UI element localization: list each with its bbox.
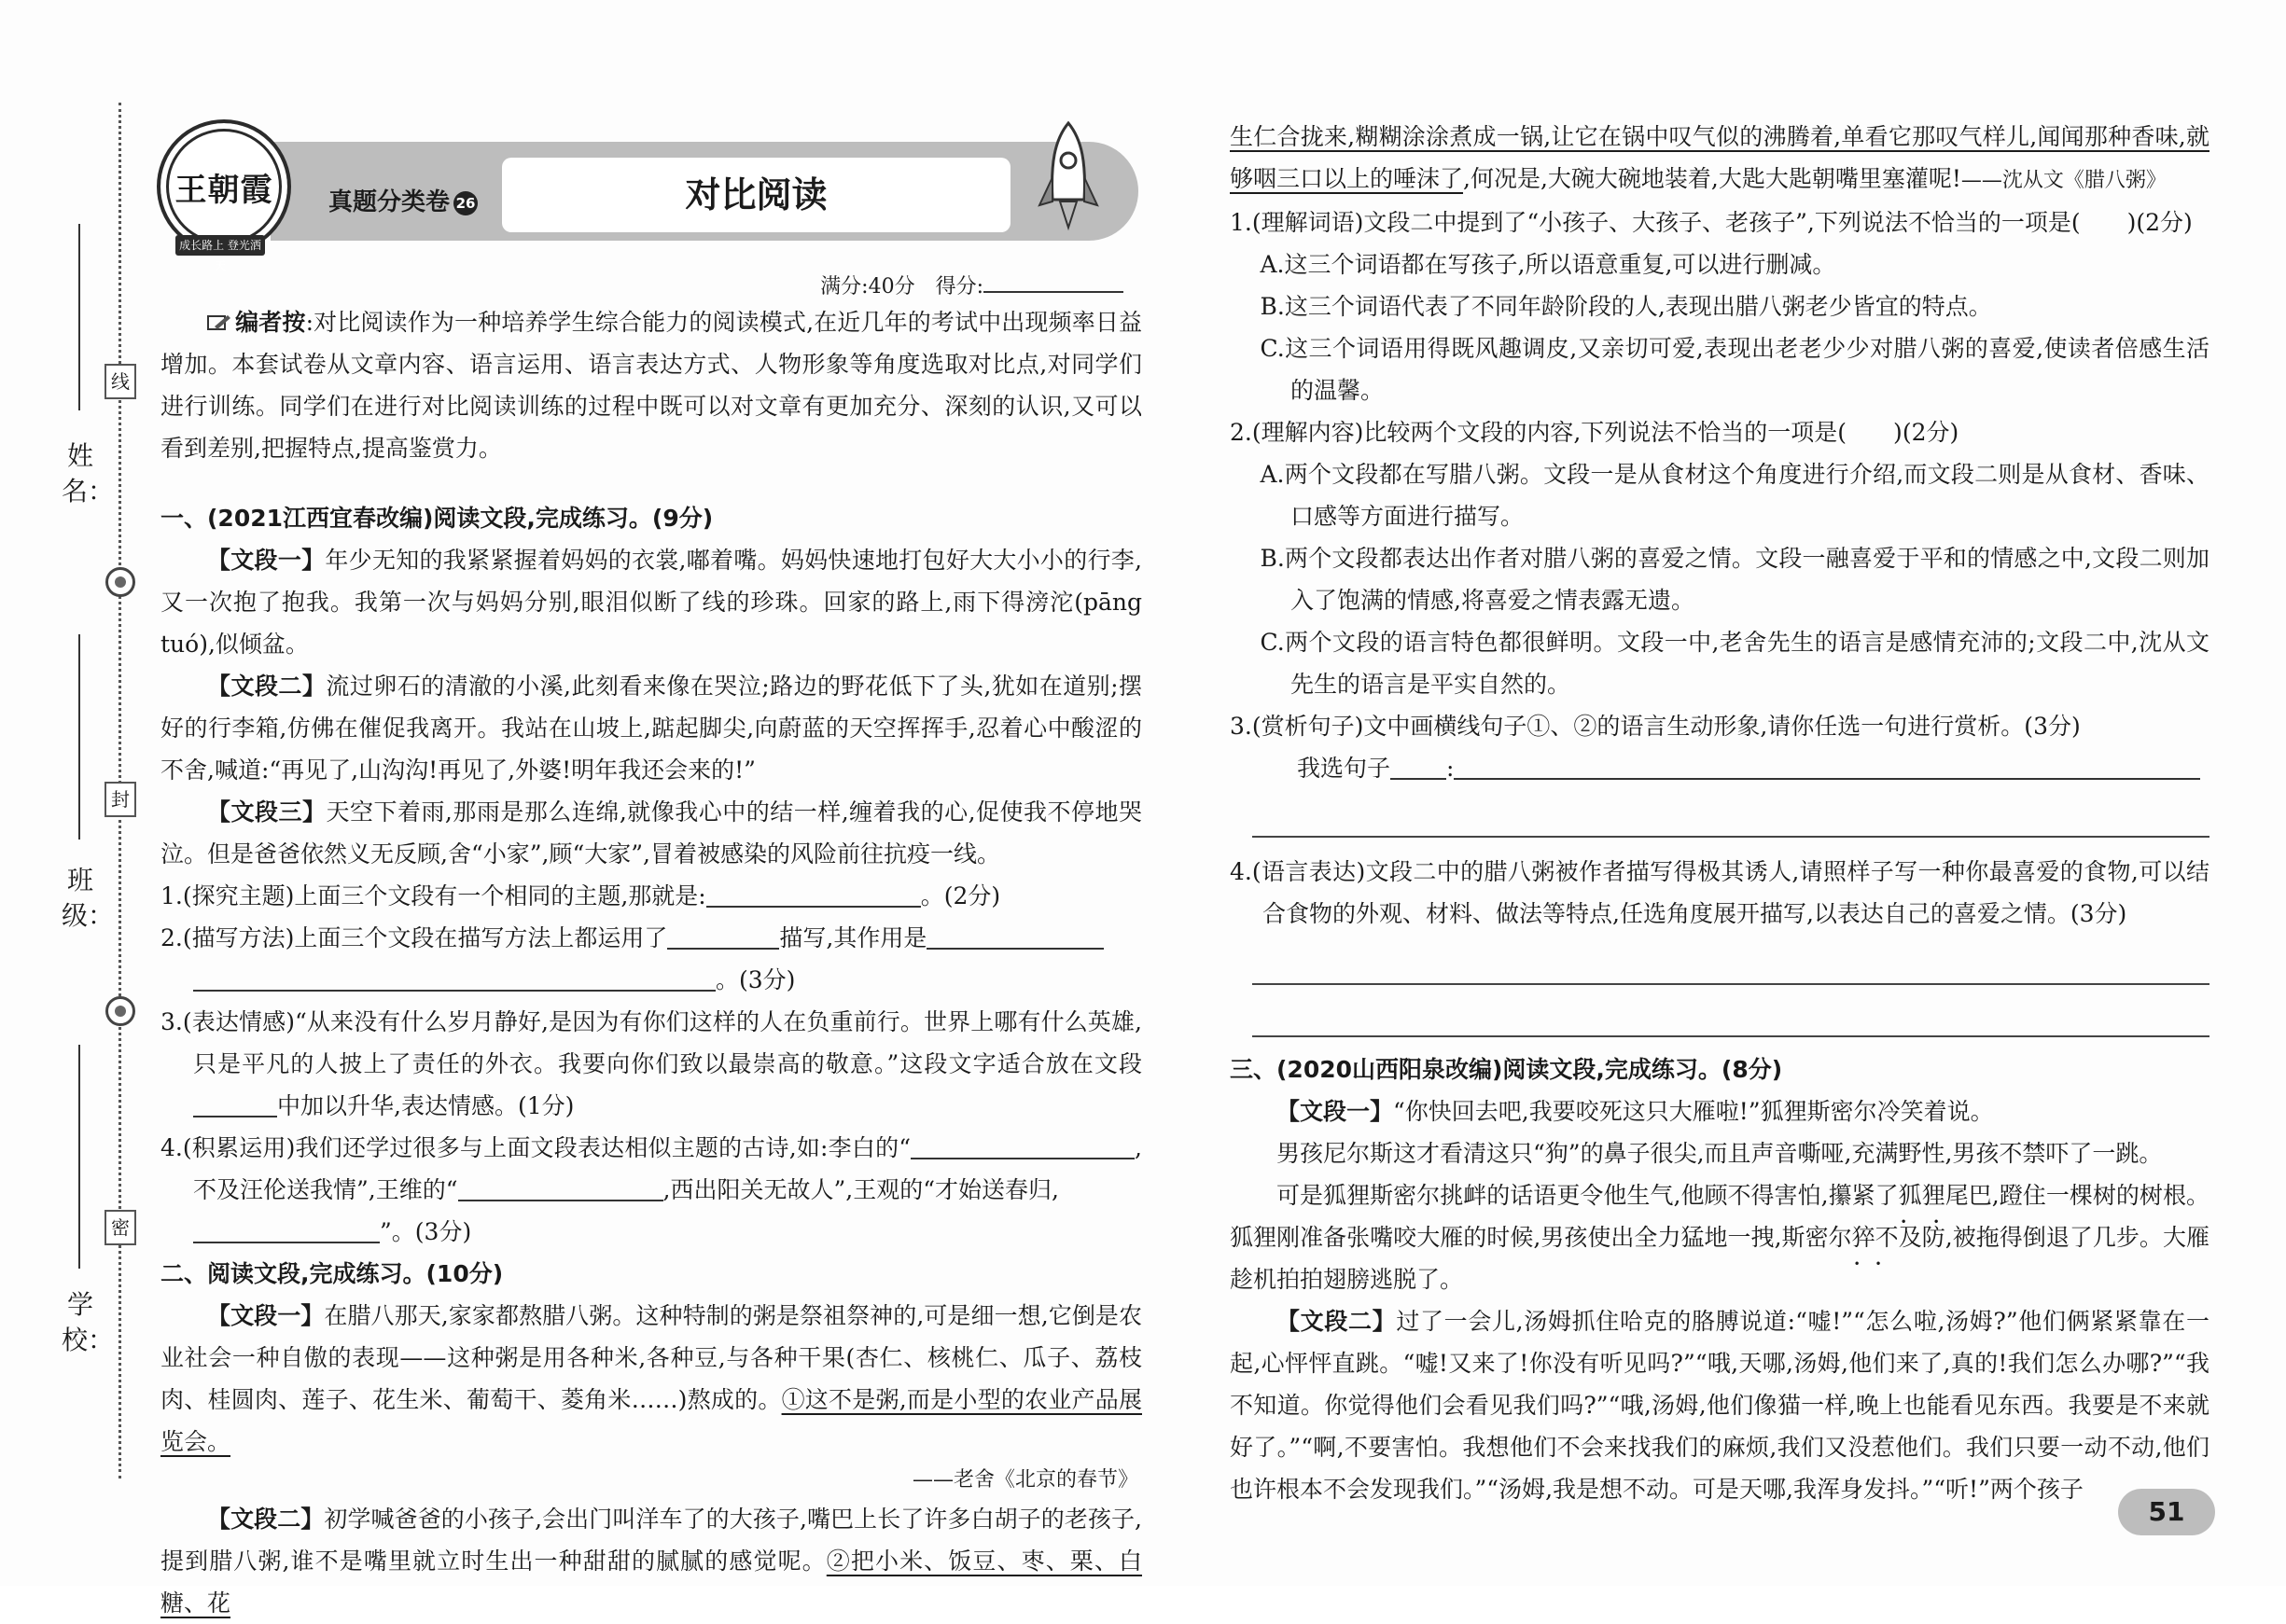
s1-q3-text-a: 3.(表达情感)“从来没有什么岁月静好,是因为有你们这样的人在负重前行。世界上哪有什么英雄,只是平凡的人披上了责任的外衣。我要向你们致以最崇高的敬意。”这段文字适合放在文段 (160, 1008, 1142, 1077)
s1-paragraph-2 (160, 665, 1142, 791)
s2-q3-fill-colon: : (1446, 755, 1455, 782)
editor-note-text: :对比阅读作为一种培养学生综合能力的阅读模式,在近几年的考试中出现频率日益增加。本套试卷从文章内容、语言运用、语言表达方式、人物形象等角度选取对比点,对同学们进行训练。同学们在进行对比阅读训练的过程中既可以对文章有更加充分、深刻的认识,又可以看到差别,把握特点,提高鉴赏力。 (160, 309, 1142, 462)
s1-q4-text-b: ,不及汪伦送我情”,王维的“ (193, 1134, 1142, 1203)
s1-paragraph-3 (160, 791, 1142, 875)
s1-p1-text: 年少无知的我紧紧握着妈妈的衣裳,嘟着嘴。妈妈快速地打包好大大小小的行李,又一次抱了抱我。我第一次与妈妈分别,眼泪似断了线的珍珠。回家的路上,雨下得滂沱(pāng tuó),似倾盆。 (160, 547, 1142, 658)
editor-note-label: 编者按 (235, 309, 306, 336)
s3-p3-text-b: ,被拖得倒退了几步。大雁趁机拍拍翅膀逃脱了。 (1230, 1224, 2209, 1293)
s2-q4-answer-line-1[interactable] (1252, 935, 2209, 985)
s1-p1-label: 【文段一】 (207, 547, 326, 574)
series-subtitle (328, 183, 478, 217)
score-text: 满分:40分 得分: (820, 275, 983, 298)
score-line (160, 271, 1142, 301)
s1-q2-text-b: 描写,其作用是 (779, 924, 927, 951)
s2-paragraph-2 (160, 1498, 1142, 1624)
s2-q3-fill-row (1230, 747, 2209, 789)
s2-p2-label: 【文段二】 (207, 1506, 325, 1533)
s1-p3-label: 【文段三】 (207, 798, 327, 826)
s2-question-3: 3.(赏析句子)文中画横线句子①、②的语言生动形象,请你任选一句进行赏析。(3分) (1230, 713, 2081, 740)
s3-paragraph-1 (1230, 1090, 2209, 1132)
right-column (1230, 116, 2209, 1510)
s2-p2-text: 初学喊爸爸的小孩子,会出门叫洋车了的大孩子,嘴巴上长了许多白胡子的老孩子,提到腊八粥,谁不是嘴里就立时生出一种甜甜的腻腻的感觉呢。 (160, 1506, 1142, 1575)
subtitle-text: 真题分类卷 (328, 188, 451, 216)
editor-note (160, 301, 1142, 469)
s2-p2-rest: ,何况是,大碗大碗地装着,大匙大匙朝嘴里塞灌呢! (1463, 165, 1961, 192)
s1-q4-blank-2[interactable] (458, 1173, 663, 1201)
s1-q4-text-c: ,西出阳关无故人”,王观的“才始送春归, (662, 1176, 1059, 1203)
punch-hole-icon (105, 996, 135, 1026)
name-label: 姓 名： (62, 440, 120, 507)
s3-p1-text: “你快回去吧,我要咬死这只大雁啦!”狐狸斯密尔冷笑着说。 (1393, 1098, 1994, 1125)
s3-p3-dotted-word: 猝不及防 • • • • (1852, 1224, 1945, 1251)
seal-char-line: 线 (105, 364, 136, 399)
s1-question-3 (160, 1001, 1142, 1127)
s1-q4-blank-1[interactable] (911, 1131, 1135, 1159)
s1-question-1 (160, 875, 1142, 917)
s2-q1-option-c[interactable]: C.这三个词语用得既风趣调皮,又亲切可爱,表现出老老少少对腊八粥的喜爱,使读者倍感生活的温馨。 (1260, 335, 2209, 404)
score-blank[interactable] (983, 271, 1123, 293)
seal-char-secret: 密 (105, 1210, 136, 1245)
seal-char-seal: 封 (105, 782, 136, 817)
s1-q3-text-b: 中加以升华,表达情感。(1分) (277, 1092, 575, 1119)
s3-p4-text: 过了一会儿,汤姆抓住哈克的胳膊说道:“嘘!”“怎么啦,汤姆?”他们俩紧紧靠在一起,心怦怦直跳。“嘘!又来了!你没有听见吗?”“哦,天哪,汤姆,他们来了,真的!我们怎么办哪?”“我不知道。你觉得他们会看见我们吗?”“哦,汤姆,他们像猫一样,晚上也能看见东西。我要是不来就好了。”“啊,不要害怕。我想他们不会来找我们的麻烦,我们又没惹他们。我们只要一动不动,他们也许根本不会发现我们。”“汤姆,我是想不动。可是天哪,我浑身发抖。”“听!”两个孩子 (1230, 1308, 2209, 1503)
s3-p3-text-a: 可是狐狸斯密尔挑衅的话语更令他生气,他顾不得害怕,攥紧了狐狸尾巴,蹬住一棵树的树根。狐狸刚准备张嘴咬大雁的时候,男孩使出全力猛地一拽,斯密尔 (1230, 1182, 2209, 1251)
s2-q3-sentence-blank[interactable] (1390, 752, 1446, 780)
s2-p2-underlined-sentence-end: 生仁合拢来,糊糊涂涂煮成一锅,让它在锅中叹气似的沸腾着,单看它那叹气样儿,闻闻那种香味,就够咽三口以上的唾沫了 (1230, 123, 2209, 192)
s2-q2-option-b[interactable]: B.两个文段都表达出作者对腊八粥的喜爱之情。文段一融喜爱于平和的情感之中,文段二则加入了饱满的情感,将喜爱之情表露无遗。 (1260, 545, 2209, 614)
s2-q3-fill-label: 我选句子 (1297, 755, 1391, 782)
s1-q2-text-a: 2.(描写方法)上面三个文段在描写方法上都运用了 (160, 924, 668, 951)
s1-paragraph-1 (160, 539, 1142, 665)
s1-p2-text: 流过卵石的清澈的小溪,此刻看来像在哭泣;路边的野花低下了头,犹如在道别;摆好的行李箱,仿佛在催促我离开。我站在山坡上,踮起脚尖,向蔚蓝的天空挥挥手,忍着心中酸涩的不舍,喊道:“再见了,山沟沟!再见了,外婆!明年我还会来的!” (160, 673, 1142, 784)
s1-q4-text-a: 4.(积累运用)我们还学过很多与上面文段表达相似主题的古诗,如:李白的“ (160, 1134, 912, 1161)
s1-p3-text: 天空下着雨,那雨是那么连绵,就像我心中的结一样,缠着我的心,促使我不停地哭泣。但是爸爸依然义无反顾,舍“小家”,顾“大家”,冒着被感染的风险前往抗疫一线。 (160, 798, 1142, 868)
s1-q4-blank-3[interactable] (193, 1215, 380, 1243)
school-label: 学 校： (62, 1289, 120, 1355)
logo-text: 王朝霞 (174, 172, 273, 209)
series-number-badge: 26 (453, 191, 478, 215)
s2-q1-option-b[interactable]: B.这三个词语代表了不同年龄阶段的人,表现出腊八粥老少皆宜的特点。 (1260, 293, 1992, 320)
s2-q3-answer-line[interactable] (1252, 789, 2209, 838)
s3-p4-label: 【文段二】 (1276, 1308, 1397, 1335)
s2-question-2: 2.(理解内容)比较两个文段的内容,下列说法不恰当的一项是( )(2分) (1230, 419, 1959, 446)
page-title: 对比阅读 (502, 158, 1011, 232)
s2-paragraph-2-continued (1230, 116, 2209, 201)
s1-q2-blank-2[interactable] (927, 922, 1104, 950)
s3-paragraph-4 (1230, 1300, 2209, 1510)
s2-p2-underlined-sentence-start: ②把小米、饭豆、枣、栗、白糖、花 (160, 1548, 1142, 1617)
s2-q3-answer-blank[interactable] (1454, 752, 2200, 780)
s1-q1-blank[interactable] (706, 880, 921, 908)
s3-paragraph-2: 男孩尼尔斯这才看清这只“狗”的鼻子很尖,而且声音嘶哑,充满野性,男孩不禁吓了一跳。 (1276, 1140, 2163, 1167)
name-fill-line (78, 224, 80, 410)
section2-heading: 二、阅读文段,完成练习。(10分) (160, 1260, 504, 1287)
pencil-note-icon (207, 313, 231, 332)
school-fill-line (78, 1045, 80, 1269)
s2-q4-answer-line-2[interactable] (1252, 985, 2209, 1037)
class-fill-line (78, 634, 80, 840)
s1-q1-text-a: 1.(探究主题)上面三个文段有一个相同的主题,那就是: (160, 882, 706, 909)
section1-heading: 一、(2021江西宜春改编)阅读文段,完成练习。(9分) (160, 505, 714, 532)
s3-p1-label: 【文段一】 (1276, 1098, 1394, 1125)
rocket-icon (1026, 119, 1110, 231)
s2-paragraph-1 (160, 1295, 1142, 1463)
s1-q2-text-c: 。(3分) (716, 966, 796, 993)
page-number: 51 (2118, 1489, 2215, 1535)
s2-question-4: 4.(语言表达)文段二中的腊八粥被作者描写得极其诱人,请照样子写一种你最喜爱的食物,可以结合食物的外观、材料、做法等特点,任选角度展开描写,以表达自己的喜爱之情。(3分) (1230, 858, 2209, 927)
s2-q2-option-c[interactable]: C.两个文段的语言特色都很鲜明。文段一中,老舍先生的语言是感情充沛的;文段二中,沈从文先生的语言是平实自然的。 (1260, 629, 2209, 698)
class-label: 班 级： (62, 865, 120, 931)
s2-p2-source: ——沈从文《腊八粥》 (1960, 169, 2167, 192)
s2-p1-label: 【文段一】 (207, 1302, 325, 1329)
s2-q1-option-a[interactable]: A.这三个词语都在写孩子,所以语意重复,可以进行删减。 (1260, 251, 1836, 278)
s2-p1-underlined-sentence: ①这不是粥,而是小型的农业产品展览会。 (160, 1386, 1142, 1455)
s1-p2-label: 【文段二】 (207, 673, 327, 700)
s1-q3-blank[interactable] (193, 1090, 277, 1117)
s3-paragraph-3 (1230, 1174, 2209, 1300)
publisher-logo (157, 119, 291, 254)
logo-ribbon: 成长路上 登光洒天 (175, 235, 265, 256)
section3-heading: 三、(2020山西阳泉改编)阅读文段,完成练习。(8分) (1230, 1056, 1783, 1083)
s2-p1-text: 在腊八那天,家家都熬腊八粥。这种特制的粥是祭祖祭神的,可是细一想,它倒是农业社会一种自傲的表现——这种粥是用各种米,各种豆,与各种干果(杏仁、核桃仁、瓜子、荔枝肉、桂圆肉、莲子、花生米、葡萄干、菱角米……)熬成的。 (160, 1302, 1142, 1413)
s1-q2-blank-3[interactable] (193, 964, 716, 992)
s1-q2-blank-1[interactable] (667, 922, 779, 950)
s1-question-4 (160, 1127, 1142, 1253)
s1-q1-text-b: 。(2分) (920, 882, 1001, 909)
s2-question-1: 1.(理解词语)文段二中提到了“小孩子、大孩子、老孩子”,下列说法不恰当的一项是( )(2分) (1230, 209, 2193, 236)
punch-hole-icon (105, 567, 135, 597)
s1-q4-text-d: ”。(3分) (380, 1218, 472, 1245)
s2-p1-source: ——老舍《北京的春节》 (912, 1468, 1138, 1492)
s1-question-2 (160, 917, 1142, 1001)
s2-q2-option-a[interactable]: A.两个文段都在写腊八粥。文段一是从食材这个角度进行介绍,而文段二则是从食材、香味、口感等方面进行描写。 (1260, 461, 2209, 530)
left-column (160, 271, 1142, 1624)
